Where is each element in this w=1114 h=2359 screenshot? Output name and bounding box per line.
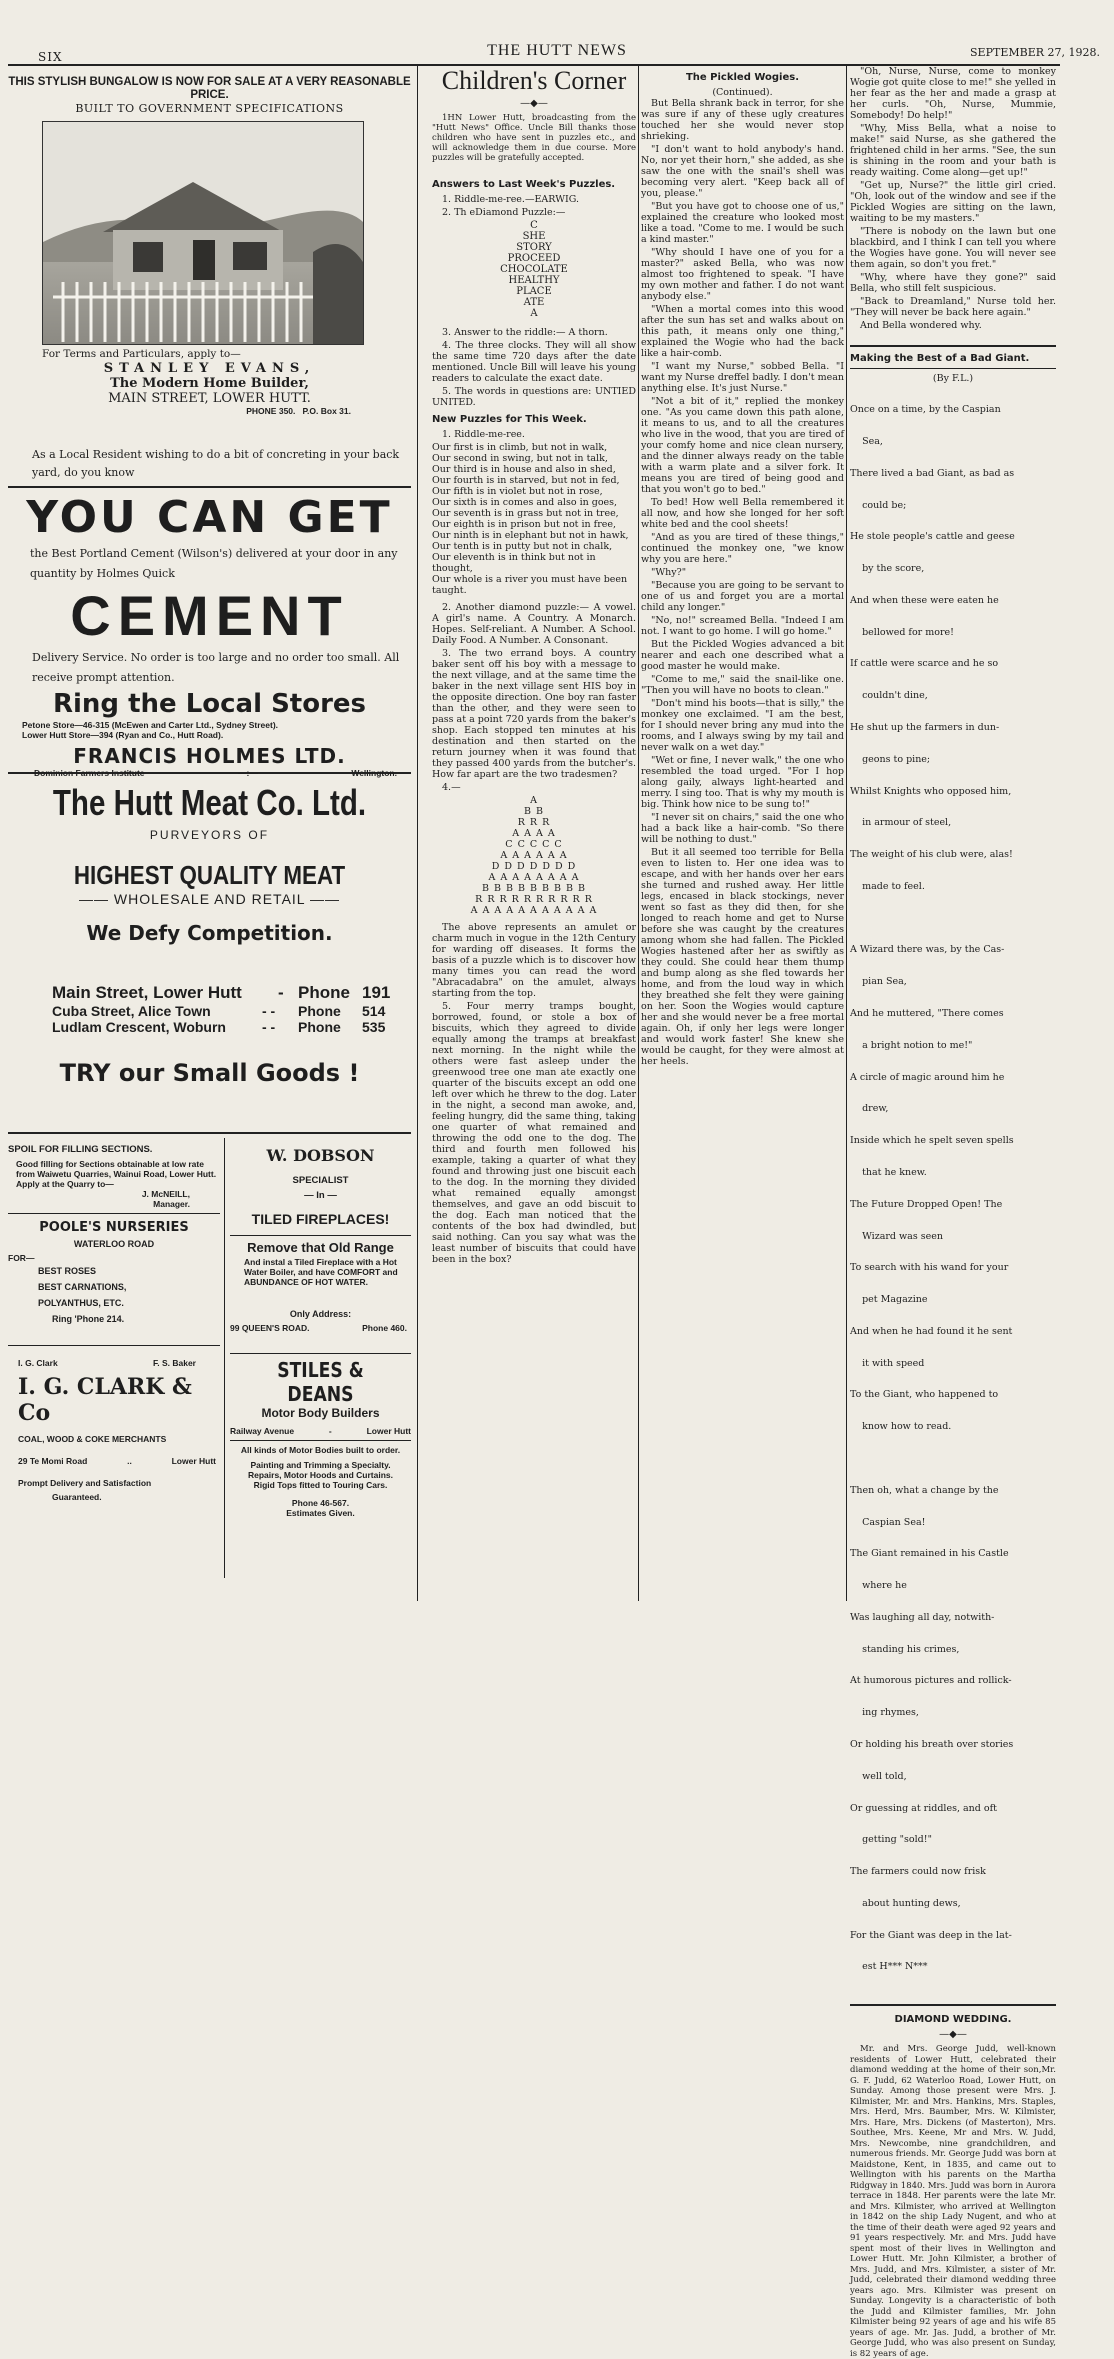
- story-paragraph: "I want my Nurse," sobbed Bella. "I want my Nurse dreffel badly. I don't mean anything else. It's just Nurse.": [641, 361, 844, 394]
- puzzle-4-text: The above represents an amulet or charm much in vogue in the 12th Century for warding off diseases. It forms the basis of a puzzle which is to discover how many times you can read the word "Abracadabra" on the amulet, always starting from the top.: [432, 922, 636, 999]
- stiles-phone: Phone 46-567.: [291, 1498, 350, 1508]
- amulet: [432, 795, 636, 916]
- dobson-remove: Remove that Old Range: [247, 1240, 394, 1255]
- story-paragraph: "Get up, Nurse?" the little girl cried. "Oh, look out of the window and see if the Pickled Wogies are sitting on the lawn, waiting to be my masters.": [850, 180, 1056, 224]
- diamond-line: SHE: [522, 231, 546, 242]
- riddle-line: Our tenth is in putty but not in chalk,: [432, 541, 613, 552]
- stiles-l1: All kinds of Motor Bodies built to order.: [240, 1445, 401, 1455]
- wedding-heading: DIAMOND WEDDING.: [894, 2014, 1012, 2026]
- diamond-answer: [432, 220, 636, 319]
- stiles-name: STILES & DEANS: [277, 1358, 364, 1406]
- bungalow-headline: THIS STYLISH BUNGALOW IS NOW FOR SALE AT A VERY REASONABLE PRICE.: [8, 76, 411, 101]
- poem-line: Wizard was seen: [850, 1230, 943, 1242]
- amulet-line: A A A A A A A A A A A: [470, 905, 598, 916]
- story-paragraph: "Because you are going to be servant to one of us and forget you are a mortal child any longer.": [641, 580, 844, 613]
- stiles-trade: Motor Body Builders: [261, 1406, 380, 1420]
- meat-address-place: Ludlam Crescent, Woburn: [52, 1019, 226, 1035]
- poem-line: standing his crimes,: [850, 1643, 960, 1655]
- amulet-line: B B: [524, 806, 544, 817]
- cement-headline: YOU CAN GET: [26, 492, 393, 543]
- spoil-role: Manager.: [153, 1199, 190, 1209]
- riddle-line: Our eleventh is in think but not in thought,: [432, 552, 596, 574]
- riddle-line: Our ninth is in elephant but not in hawk,: [432, 530, 629, 541]
- riddle-line: Our third is in house and also in shed,: [432, 464, 616, 475]
- answer-2: 2. Th eDiamond Puzzle:—: [442, 207, 566, 218]
- poole-item: BEST ROSES: [38, 1266, 97, 1276]
- meat-defy: We Defy Competition.: [86, 921, 333, 945]
- story-paragraph: "I never sit on chairs," said the one who had a back like a hair-comb. "So there will be nothing to dust.": [641, 812, 844, 845]
- poem-line: There lived a bad Giant, as bad as: [850, 467, 1015, 479]
- riddle-verse: [432, 442, 636, 596]
- poem-line: pet Magazine: [850, 1294, 928, 1306]
- poem-line: know how to read.: [850, 1421, 952, 1433]
- poole-road: WATERLOO ROAD: [73, 1239, 155, 1249]
- meat-address-place: Cuba Street, Alice Town: [52, 1003, 211, 1019]
- riddle-line: Our fifth is in violet but not in rose,: [432, 486, 603, 497]
- new-puzzles-block: [432, 429, 636, 440]
- poem: [850, 384, 1056, 1994]
- dobson-name: W. DOBSON: [266, 1146, 375, 1165]
- left-classifieds: [8, 1138, 220, 1578]
- stiles-l4: Rigid Tops fitted to Touring Cars.: [253, 1480, 388, 1490]
- clark-address: [8, 1444, 220, 1466]
- poole-item: POLYANTHUS, ETC.: [38, 1298, 124, 1308]
- poem-line: it with speed: [850, 1357, 925, 1369]
- poem-line: a bright notion to me!": [850, 1039, 973, 1051]
- wogies-continued: (Continued).: [712, 87, 773, 98]
- story-paragraph: "Oh, Nurse, Nurse, come to monkey Wogie got quite close to me!" she yelled in her fear as the her and made a grasp at her curls. "Oh, Nurse, Mummie, Somebody! Do help!": [850, 66, 1056, 121]
- riddle-line: Our fourth is in starved, but not in fed,: [432, 475, 620, 486]
- divider: [8, 486, 411, 488]
- divider: [230, 1353, 411, 1354]
- amulet-line: A: [530, 795, 538, 806]
- answer-1: 1. Riddle-me-ree.—EARWIG.: [442, 194, 579, 205]
- wedding-text: Mr. and Mrs. George Judd, well-known residents of Lower Hutt, celebrated their diamond wedding at the home of their son,Mr. G. F. Judd, 62 Waterloo Road, Lower Hutt, on Sunday. Among those present were Mrs. J. Kilmister, Mr. and Mrs. Hankins, Mrs. Staples, Mrs. Herd, Mrs. Baumber, Mrs. W. Kilmister, Mrs. Hare, Mrs. Dickens (of Masterton), Mrs. Southee, Mrs. Keene, Mr and Mrs. W. Judd, Mrs. Newcombe, nine grandchildren, and numerous friends. Mr. George Judd was born at Maidstone, Kent, in 1835, and came out to Wellington with his parents on the Martha Ridgway in 1840. Mrs. Judd was born in Aurora terrace in 1848. Her parents were the late Mr. and Mrs. Kilmister, who arrived at Wellington in 1842 on the ship Lady Nugent, and who at the time of their death were aged 92 years and 91 years respectively. Mr. and Mrs. Judd have spent most of their lives in Wellington and Lower Hutt. Mr. John Kilmister, a brother of Mrs. Judd, and Mrs. Kilmister, a sister of Mr. Judd, celebrated their diamond wedding three years ago. Mrs. Kilmister was present on Sunday. Longevity is a characteristic of both the Judd and Kilmister families, Mr. John Kilmister being 92 years of age and his wife 85 years of age. Mr. Jas. Judd, a brother of Mr. George Judd, who was also present on Sunday, is 82 years of age.: [850, 2044, 1056, 2359]
- ring-the-stores: Ring the Local Stores: [52, 689, 367, 719]
- poole-for: FOR—: [8, 1253, 35, 1263]
- meat-address-phone-label: Phone: [298, 1019, 341, 1035]
- wedding-article: [850, 2044, 1056, 2359]
- story-paragraph: "But you have got to choose one of us," explained the creature who looked most like a toad. "Come to me. I would be such a kind master.": [641, 201, 844, 245]
- diamond-line: CHOCOLATE: [500, 264, 568, 275]
- wogies-heading: The Pickled Wogies.: [685, 72, 800, 83]
- poem-line: If cattle were scarce and he so: [850, 658, 999, 670]
- column-rule: [224, 1138, 225, 1578]
- house-illustration: [43, 122, 363, 344]
- amulet-line: D D D D D D D: [491, 861, 577, 872]
- clark-dots: ..: [127, 1456, 132, 1466]
- bungalow-sub: BUILT TO GOVERNMENT SPECIFICATIONS: [75, 102, 344, 115]
- riddle-line: Our seventh is in grass but not in tree,: [432, 508, 619, 519]
- dobson-tiled: TILED FIREPLACES!: [251, 1211, 390, 1227]
- story-paragraph: "I don't want to hold anybody's hand. No, nor yet their horn," she added, as she saw the one with the snail's shell was becoming very alert. "Keep back all of you, please.": [641, 144, 844, 199]
- amulet-line: R R R: [517, 817, 551, 828]
- answer-4: 4. The three clocks. They will all show the same time 720 days after the date mentioned. Uncle Bill will leave his young readers to calculate the exact date.: [432, 340, 636, 384]
- dobson-address: [230, 1319, 411, 1333]
- divider: [850, 368, 1056, 369]
- poem-line: geons to pine;: [850, 753, 931, 765]
- diamond-line: PROCEED: [507, 253, 561, 264]
- divider: [8, 1132, 411, 1134]
- poem-line: At humorous pictures and rollick-: [850, 1675, 1012, 1687]
- poem-line: [850, 914, 1056, 925]
- bungalow-trade: The Modern Home Builder,: [110, 376, 309, 391]
- poem-line: bellowed for more!: [850, 626, 954, 638]
- poole-item: BEST CARNATIONS,: [38, 1282, 127, 1292]
- page-number: SIX: [38, 50, 63, 64]
- column-rule: [417, 66, 418, 1601]
- clark-prompt: Prompt Delivery and Satisfaction: [18, 1478, 152, 1488]
- meat-address-phone-label: Phone: [298, 983, 350, 1002]
- meat-quality: HIGHEST QUALITY MEAT: [73, 860, 346, 890]
- amulet-line: R R R R R R R R R R: [475, 894, 593, 905]
- diamond-line: STORY: [516, 242, 552, 253]
- riddle-line: Our sixth is in comes and also in goes,: [432, 497, 618, 508]
- clark-principal: I. G. Clark: [18, 1358, 58, 1368]
- meat-address-row: [52, 1003, 411, 1019]
- cement-word: CEMENT: [70, 584, 349, 647]
- stiles-address: [230, 1420, 411, 1436]
- meat-address-phone: 191: [362, 983, 391, 1002]
- poem-line: could be;: [850, 499, 907, 511]
- dobson-body: And instal a Tiled Fireplace with a Hot Water Boiler, and have COMFORT and ABUNDANCE OF HOT WATER.: [244, 1257, 398, 1287]
- poem-line: Then oh, what a change by the: [850, 1484, 999, 1496]
- right-column: [850, 66, 1056, 2359]
- answers-heading: Answers to Last Week's Puzzles.: [432, 179, 616, 190]
- clark-trade: COAL, WOOD & COKE MERCHANTS: [18, 1434, 167, 1444]
- stiles-l2: Painting and Trimming a Specialty.: [250, 1460, 391, 1470]
- story-conclusion: [850, 66, 1056, 331]
- meat-address-phone: 535: [362, 1019, 386, 1035]
- diamond-line: HEALTHY: [508, 275, 560, 286]
- story-paragraph: "Back to Dreamland," Nurse told her. "They will never be back here again.": [850, 296, 1056, 318]
- dfi-city: Wellington.: [351, 768, 397, 778]
- meat-address-row: [52, 1019, 411, 1035]
- poem-line: He shut up the farmers in dun-: [850, 722, 1000, 733]
- company-name: FRANCIS HOLMES LTD.: [73, 744, 346, 768]
- poem-line: est H*** N***: [850, 1961, 928, 1973]
- stiles-dash: -: [328, 1426, 332, 1436]
- divider: [230, 1440, 411, 1441]
- amulet-line: C C C C C: [505, 839, 563, 850]
- poem-line: Or holding his breath over stories: [850, 1739, 1014, 1750]
- dobson-in: — In —: [304, 1190, 337, 1201]
- ads-column: [8, 76, 411, 1596]
- stiles-estimates: Estimates Given.: [286, 1508, 355, 1518]
- story-paragraph: And Bella wondered why.: [860, 320, 982, 331]
- puzzle-1: 1. Riddle-me-ree.: [442, 429, 525, 440]
- meat-company: The Hutt Meat Co. Ltd.: [52, 782, 367, 823]
- childrens-corner-title: Children's Corner: [441, 66, 627, 95]
- meat-small-goods: TRY our Small Goods !: [59, 1059, 360, 1087]
- issue-date: SEPTEMBER 27, 1928.: [970, 46, 1100, 59]
- poem-line: Caspian Sea!: [850, 1516, 926, 1528]
- poem-line: And when he had found it he sent: [850, 1325, 1013, 1337]
- lower-hutt-store: Lower Hutt Store—394 (Ryan and Co., Hutt Road).: [22, 730, 224, 740]
- poem-line: Or guessing at riddles, and oft: [850, 1802, 997, 1814]
- divider: [850, 2004, 1056, 2006]
- clark-guaranteed: Guaranteed.: [52, 1492, 102, 1502]
- poem-line: He stole people's cattle and geese: [850, 531, 1015, 543]
- column-rule: [638, 66, 639, 1601]
- answer-3: 3. Answer to the riddle:— A thorn.: [442, 327, 608, 338]
- poem-line: Was laughing all day, notwith-: [850, 1611, 995, 1623]
- meat-address-phone: 514: [362, 1003, 386, 1019]
- story-paragraph: But Bella shrank back in terror, for she was sure if any of these ugly creatures touched her she would never stop shrieking.: [641, 98, 844, 142]
- dobson-phone: Phone 460.: [362, 1323, 407, 1333]
- poem-line: Once on a time, by the Caspian: [850, 404, 1001, 416]
- poem-line: drew,: [850, 1103, 889, 1115]
- diamond-line: C: [530, 220, 538, 231]
- bungalow-phone: PHONE 350.: [246, 406, 296, 416]
- poem-line: A circle of magic around him he: [850, 1071, 1005, 1083]
- poem-byline: (By F.L.): [932, 373, 974, 384]
- spoil-name: J. McNEILL,: [141, 1189, 190, 1199]
- poem-line: The weight of his club were, alas!: [850, 849, 1013, 861]
- right-classifieds: [230, 1138, 411, 1578]
- poem-line: A Wizard there was, by the Cas-: [850, 944, 1005, 956]
- poem-line: pian Sea,: [850, 976, 907, 988]
- poem-line: And when these were eaten he: [850, 594, 999, 606]
- dobson-only: Only Address:: [289, 1309, 352, 1319]
- story-paragraph: "Why should I have one of you for a master?" asked Bella, who was now almost too frightened to speak. "I have my own mother and father. I do not want anybody else.": [641, 247, 844, 302]
- column-rule: [846, 66, 847, 1601]
- clark-principals: [8, 1350, 220, 1368]
- meat-ad: [8, 782, 411, 1128]
- dobson-street: 99 QUEEN'S ROAD.: [230, 1323, 310, 1333]
- divider: [8, 1213, 220, 1214]
- poem-line: And he muttered, "There comes: [850, 1008, 1004, 1020]
- poem-line: getting "sold!": [850, 1834, 932, 1846]
- diamond-line: A: [530, 308, 538, 319]
- meat-purveyors: PURVEYORS OF: [149, 828, 270, 842]
- poem-line: [850, 1454, 1056, 1465]
- story-paragraph: "Wet or fine, I never walk," the one who resembled the toad urged. "For I hop along gaily, always light-hearted and merry. I sing too. That is why my mouth is big. Think how nice to be sung to!": [641, 755, 844, 810]
- poem-line: by the score,: [850, 563, 925, 575]
- childrens-corner-column: [432, 66, 636, 1601]
- amulet-line: A A A A A A: [500, 850, 568, 861]
- ornament: —◆—: [939, 2029, 967, 2041]
- diamond-line: PLACE: [516, 286, 552, 297]
- meat-wholesale: —— WHOLESALE AND RETAIL ——: [79, 891, 340, 907]
- puzzles-block-2: [432, 922, 636, 1265]
- poem-line: To search with his wand for your: [850, 1262, 1009, 1274]
- cement-ad: [8, 446, 411, 778]
- poem-line: made to feel.: [850, 880, 925, 892]
- meat-address-sep: - -: [262, 1019, 276, 1035]
- poem-line: ing rhymes,: [850, 1707, 919, 1719]
- answers-block-2: [432, 327, 636, 408]
- bungalow-address: MAIN STREET, LOWER HUTT.: [108, 391, 311, 406]
- poem-line: couldn't dine,: [850, 690, 928, 702]
- poem-line: Sea,: [850, 435, 883, 447]
- story-paragraph: But the Pickled Wogies advanced a bit nearer and each one described what a good master he would make.: [641, 639, 844, 672]
- petone-store: Petone Store—46-315 (McEwen and Carter Ltd., Sydney Street).: [22, 720, 279, 730]
- poem-line: Inside which he spelt seven spells: [850, 1135, 1014, 1147]
- poem-line: The farmers could now frisk: [850, 1866, 986, 1878]
- story-paragraph: "Come to me," said the snail-like one. "Then you will have no boots to clean.": [641, 674, 844, 696]
- dfi-dash: —:—: [238, 768, 258, 778]
- cement-intro: As a Local Resident wishing to do a bit of concreting in your back yard, do you know: [32, 448, 400, 479]
- amulet-line: A A A A: [512, 828, 556, 839]
- riddle-line: Our second in swing, but not in talk,: [432, 453, 608, 464]
- poole-phone: Ring 'Phone 214.: [52, 1314, 125, 1324]
- riddle-line: Our eighth is in prison but not in free,: [432, 519, 616, 530]
- meat-address-sep: - -: [262, 1003, 276, 1019]
- clark-street: 29 Te Momi Road: [18, 1456, 88, 1466]
- meat-wholesale-text: WHOLESALE AND RETAIL: [113, 891, 306, 907]
- story-paragraph: "And as you are tired of these things," continued the monkey one, "we know why you are here.": [641, 532, 844, 565]
- story-paragraph: "Why?": [651, 567, 687, 578]
- childrens-intro-text: 1HN Lower Hutt, broadcasting from the "Hutt News" Office. Uncle Bill thanks those children who have sent in puzzles etc., and will acknowledge them in due course. More puzzles will be gratefully accepted.: [432, 113, 636, 163]
- dobson-specialist: SPECIALIST: [292, 1175, 349, 1186]
- bungalow-terms: For Terms and Particulars, apply to—: [42, 348, 241, 360]
- poem-line: The Giant remained in his Castle: [850, 1548, 1009, 1560]
- divider: [850, 345, 1056, 347]
- story-paragraph: "There is nobody on the lawn but one blackbird, and I think I can tell you where the Wogies have gone. You will never see them again, so don't you fret.": [850, 226, 1056, 270]
- meat-address-place: Main Street, Lower Hutt: [52, 983, 242, 1002]
- wogies-column: [641, 66, 844, 1601]
- bungalow-photo: [42, 121, 364, 345]
- wogies-story: [641, 98, 844, 1067]
- answers-block: [432, 194, 636, 218]
- newspaper-title: THE HUTT NEWS: [487, 42, 627, 59]
- meat-address-list: [8, 983, 411, 1035]
- spoil-body: Good filling for Sections obtainable at low rate from Waiwetu Quarries, Wainui Road, Lower Hutt. Apply at the Quarry to—: [16, 1159, 217, 1189]
- childrens-intro: [432, 113, 636, 163]
- story-paragraph: "No, no!" screamed Bella. "Indeed I am not. I want to go home. I will go home.": [641, 615, 844, 637]
- poem-line: that he knew.: [850, 1166, 927, 1178]
- masthead: [0, 42, 1114, 64]
- story-paragraph: "Why, Miss Bella, what a noise to make!" said Nurse, as she gathered the frightened child in her arms. "See, the sun is shining in the room and your bath is ready waiting. Come along—get up!": [850, 123, 1056, 178]
- answer-5: 5. The words in questions are: UNTIED UNITED.: [432, 386, 636, 408]
- puzzles-block: [432, 602, 636, 793]
- amulet-line: A A A A A A A A: [488, 872, 580, 883]
- stiles-street: Railway Avenue: [230, 1426, 295, 1436]
- clark-principal: F. S. Baker: [153, 1358, 196, 1368]
- riddle-line: Our whole is a river you must have been taught.: [432, 574, 628, 596]
- story-paragraph: "Not a bit of it," replied the monkey one. "As you came down this path alone, it means to us, and to all the creatures who live in the wood, that you are tired of your comfy home and nice clean nursery, and the dinner always ready on the table with a warm plate and a silver fork. It means you are tired of being good and that you won't go to bed.": [641, 396, 844, 495]
- puzzle-3: 3. The two errand boys. A country baker sent off his boy with a message to the next village, and at the same time the baker in the next village sent HIS boy in the opposite direction. One boy ran faster than the other, and they were seen to pass at a point 720 yards from the baker's shop. Each stopped ten minutes at his destination and then started on the return journey when it was found that they passed 400 yards from the butcher's. How far apart are the two tradesmen?: [432, 648, 636, 780]
- clark-town: Lower Hutt: [171, 1456, 216, 1466]
- diamond-line: ATE: [523, 297, 545, 308]
- story-paragraph: "When a mortal comes into this wood after the sun has set and walks about on this path, it means only one thing," explained the Wogie who had the back like a hair-comb.: [641, 304, 844, 359]
- cement-line-3: Delivery Service. No order is too large and no order too small. All receive prompt attention.: [32, 651, 400, 684]
- poem-line: in armour of steel,: [850, 817, 952, 829]
- story-paragraph: "Why, where have they gone?" said Bella, who still felt suspicious.: [850, 272, 1056, 294]
- cement-line-2: the Best Portland Cement (Wilson's) delivered at your door in any quantity by Holmes Quick: [30, 547, 398, 580]
- stiles-l3: Repairs, Motor Hoods and Curtains.: [248, 1470, 393, 1480]
- bungalow-po-box: P.O. Box 31.: [302, 406, 351, 416]
- poem-line: Whilst Knights who opposed him,: [850, 785, 1012, 797]
- classified-ads: [8, 1138, 411, 1578]
- divider: [8, 1345, 220, 1346]
- ornament: —◆—: [520, 98, 548, 109]
- amulet-line: B B B B B B B B B: [482, 883, 586, 894]
- poem-line: For the Giant was deep in the lat-: [850, 1929, 1012, 1941]
- meat-address-row: [52, 983, 411, 1003]
- meat-address-sep: -: [278, 983, 284, 1002]
- story-paragraph: "Don't mind his boots—that is silly," the monkey one exclaimed. "I am the best, for I should never bring any mud into the rooms, and I always swing by my tail and never walk on a wet day.": [641, 698, 844, 753]
- poem-heading: Making the Best of a Bad Giant.: [850, 353, 1030, 364]
- poem-line: well told,: [850, 1770, 907, 1782]
- new-puzzles-heading: New Puzzles for This Week.: [432, 414, 587, 425]
- clark-name: I. G. CLARK & Co: [18, 1374, 192, 1426]
- puzzle-2: 2. Another diamond puzzle:— A vowel. A girl's name. A Country. A Monarch. Hopes. Self-reliant. A Number. A School. Daily Food. A Number. A Consonant.: [432, 602, 636, 646]
- poem-line: where he: [850, 1580, 907, 1592]
- bungalow-ad: [8, 76, 411, 446]
- story-paragraph: But it all seemed too terrible for Bella even to listen to. Her one idea was to escape, and with her hands over her ears she turned and rushed away. Her little legs, encased in black stockings, never went so fast as they did then, for she longed to reach home and get to Nurse before she was caught by the creatures among whom she had fallen. The Pickled Wogies hastened after her as swiftly as they could. She could hear them thump and bump along as she fled towards her home, and from the loud way in which they breathed she felt they were gaining on her. Soon the Wogies would capture her and she would never be a free mortal again. Oh, if only her legs were longer and would work faster! She knew she would be caught, for they were almost at her heels.: [641, 847, 844, 1067]
- meat-address-phone-label: Phone: [298, 1003, 341, 1019]
- poole-title: POOLE'S NURSERIES: [39, 1220, 189, 1235]
- story-paragraph: To bed! How well Bella remembered it all now, and how she longed for her soft white bed and the cool sheets!: [641, 497, 844, 530]
- poem-line: The Future Dropped Open! The: [850, 1198, 1003, 1210]
- poem-line: To the Giant, who happened to: [850, 1389, 999, 1401]
- spoil-title: SPOIL FOR FILLING SECTIONS.: [8, 1144, 153, 1155]
- puzzle-4: 4.—: [442, 782, 461, 793]
- divider: [230, 1235, 411, 1236]
- poem-line: about hunting dews,: [850, 1897, 961, 1909]
- dfi-label: Dominion Farmers Institute: [34, 768, 145, 778]
- puzzle-5: 5. Four merry tramps bought, borrowed, found, or stole a box of biscuits, which they agreed to divide equally among the tramps at breakfast next morning. In the night while the others were fast asleep under the greenwood tree one man ate exactly one quarter of the biscuits except an odd one left over which he threw to the dog. Later in the night, a second man awoke, and, feeling hungry, did the same thing, taking one quarter of what remained and throwing the odd one to the dog. The third and fourth men followed his example, taking a quarter of what they found and throwing just one biscuit each to the dog. In the morning they divided what remained equally amongst themselves, and gave an odd biscuit to the dog. Each man noticed that the contents of the box had dwindled, but said nothing. Can you say what was the least number of biscuits that could have been in the box?: [432, 1001, 636, 1265]
- stiles-town: Lower Hutt: [366, 1426, 411, 1436]
- bungalow-agent: STANLEY EVANS,: [103, 361, 316, 376]
- riddle-line: Our first is in climb, but not in walk,: [432, 442, 608, 453]
